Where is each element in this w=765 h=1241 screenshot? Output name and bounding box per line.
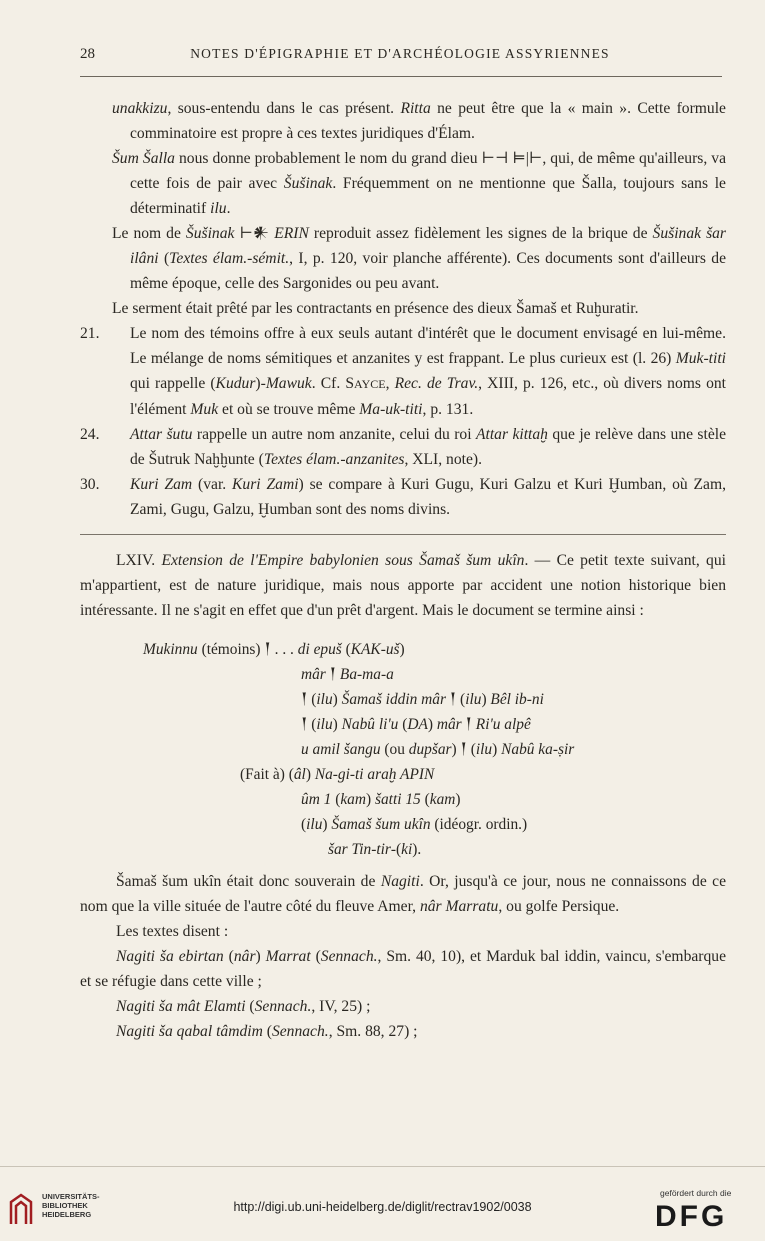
note-text: Kuri Zam (var. Kuri Zami) se compare à Kuri Gugu, Kuri Galzu et Kuri Ḫumban, où Zam, Zami, Gugu, Galzu, Ḫumban sont des noms divins. [130, 476, 726, 518]
note-number: 30. [80, 476, 100, 493]
formula-line: Mukinnu (témoins) 𒁹 . . . di epuš (KAK-uš) [143, 641, 405, 658]
note-paragraph: Šum Šalla nous donne probablement le nom du grand dieu ⊢⊣ ⊨|⊢, qui, de même qu'ailleurs, va cette fois de pair avec Šušinak. Fréquemment on ne mentionne que Šalla, toujours sans le déterminatif ilu. [112, 150, 726, 217]
page-body [80, 96, 726, 1044]
source-url-link[interactable]: http://digi.ub.uni-heidelberg.de/diglit/rectrav1902/0038 [233, 1200, 532, 1214]
note-number: 21. [80, 325, 100, 342]
note-text: Attar šutu rappelle un autre nom anzanite, celui du roi Attar kittaḫ que je relève dans une stèle de Šutruk Naḫḫunte (Textes élam.-anzanites, XLI, note). [130, 426, 726, 468]
body-paragraph: Nagiti ša qabal tâmdim (Sennach., Sm. 88, 27) ; [116, 1023, 418, 1040]
formula-line: ûm 1 (kam) šatti 15 (kam) [301, 791, 461, 808]
formula-line: (Fait à) (âl) Na-gi-ti araḫ APIN [240, 766, 435, 783]
funded-by-label: gefördert durch die [660, 1188, 732, 1198]
body-paragraph: Šamaš šum ukîn était donc souverain de Nagiti. Or, jusqu'à ce jour, nous ne connaissons de ce nom que la ville située de l'autre côté du fleuve Amer, nâr Marratu, ou golfe Persique. [80, 873, 726, 915]
note-paragraph: Le serment était prêté par les contractants en présence des dieux Šamaš et Ruḫuratir. [112, 300, 639, 317]
note-paragraph: Le nom de Šušinak ⊢𒀭 ERIN reproduit assez fidèlement les signes de la brique de Šušinak šar ilâni (Textes élam.-sémit., I, p. 120, voir planche afférente). Ces documents sont d'ailleurs de même époque, celle des Sargonides ou peu avant. [112, 225, 726, 292]
running-title: NOTES D'ÉPIGRAPHIE ET D'ARCHÉOLOGIE ASSYRIENNES [190, 46, 610, 61]
body-paragraph: Nagiti ša ebirtan (nâr) Marrat (Sennach., Sm. 40, 10), et Marduk bal iddin, vaincu, s'embarque et se réfugie dans cette ville ; [80, 948, 726, 990]
section-intro: LXIV. Extension de l'Empire babylonien sous Šamaš šum ukîn. — Ce petit texte suivant, qui m'appartient, est de nature juridique, mais nous apporte par accident une notion historique bien intéressante. Il ne s'agit en effet que d'un prêt d'argent. Mais le document se termine ainsi : [80, 552, 726, 619]
formula-line: u amil šangu (ou dupšar) 𒁹 (ilu) Nabû ka-ṣir [301, 741, 575, 758]
body-paragraph: Nagiti ša mât Elamti (Sennach., IV, 25) ; [116, 998, 371, 1015]
page-number: 28 [80, 46, 95, 62]
note-number: 24. [80, 426, 100, 443]
formula-line: šar Tin-tir-(ki). [328, 841, 422, 858]
page-header [80, 46, 720, 66]
notes-block [80, 96, 726, 522]
numbered-note [80, 472, 726, 522]
footer-divider [0, 1166, 765, 1167]
formula-line: mâr 𒁹 Ba-ma-a [301, 666, 394, 683]
formula-line: 𒁹 (ilu) Nabû li'u (DA) mâr 𒁹 Ri'u alpê [301, 716, 531, 733]
library-name: UNIVERSITÄTS- BIBLIOTHEK HEIDELBERG [42, 1192, 100, 1219]
note-paragraph: unakkizu, sous-entendu dans le cas présent. Ritta ne peut être que la « main ». Cette formule comminatoire est propre à ces textes juridiques d'Élam. [112, 100, 726, 142]
header-rule [80, 76, 722, 77]
dfg-logo: DFG [655, 1200, 728, 1233]
numbered-note [80, 422, 726, 472]
closing-block [80, 869, 726, 1044]
formula-line: (ilu) Šamaš šum ukîn (idéogr. ordin.) [301, 816, 528, 833]
note-text: Le nom des témoins offre à eux seuls autant d'intérêt que le document envisagé en lui-même. Le mélange de noms sémitiques et anzanites y est frappant. Le plus curieux est (l. 26) Muk-titi qui rappelle (Kudur)-Mawuk. Cf. SAYCE, Rec. de Trav., XIII, p. 126, etc., où divers noms ont l'élément Muk et où se trouve même Ma-uk-titi, p. 131. [130, 325, 726, 418]
cuneiform-formula [80, 637, 726, 858]
formula-line: 𒁹 (ilu) Šamaš iddin mâr 𒁹 (ilu) Bêl ib-ni [301, 691, 544, 708]
numbered-note [80, 321, 726, 422]
section-divider [80, 534, 726, 535]
body-paragraph: Les textes disent : [116, 923, 229, 940]
